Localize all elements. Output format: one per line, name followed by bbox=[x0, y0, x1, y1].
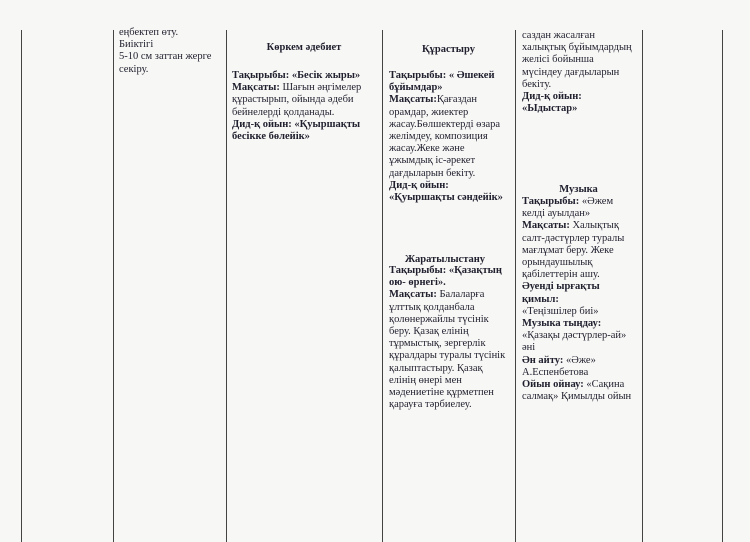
col4-line: мүсіндеу дағдыларын bbox=[522, 66, 620, 78]
col3-line: құралдары туралы түсінік bbox=[389, 350, 506, 362]
col3-line: ұлттық қолданбала bbox=[389, 301, 475, 313]
col3-block-nature bbox=[389, 265, 515, 411]
col4-line: Әуенді ырғақты bbox=[522, 281, 600, 293]
col2-line: Мақсаты: Шағын әңгімелер bbox=[232, 82, 362, 94]
col4-line: орындаушылық bbox=[522, 257, 593, 269]
col4-line: Ойын ойнау: «Сақина bbox=[522, 379, 625, 391]
col2-line: бесікке бөлейік» bbox=[232, 131, 310, 143]
col4-block-music bbox=[522, 196, 642, 403]
col1-line: Биіктігі bbox=[119, 39, 154, 51]
col1-line: секіру. bbox=[119, 63, 149, 75]
col3-line: қолөнержайлы түсінік bbox=[389, 313, 489, 325]
col3-line: мәдениетіне құрметпен bbox=[389, 387, 494, 399]
table-divider-2 bbox=[226, 30, 227, 542]
col4-line: салт-дәстүрлер туралы bbox=[522, 232, 625, 244]
col3-line: Дид-қ ойын: bbox=[389, 179, 449, 191]
col3-line: Тақырыбы: «Қазақтың bbox=[389, 265, 502, 276]
table-divider-5 bbox=[642, 30, 643, 542]
col1-line: 5-10 см заттан жерге bbox=[119, 51, 212, 63]
col3-line: ою- өрнегі». bbox=[389, 277, 446, 289]
col3-heading-nature: Жаратылыстану bbox=[404, 254, 486, 265]
col3-line: Мақсаты:Қағаздан bbox=[389, 94, 478, 106]
col4-line: саздан жасалған bbox=[522, 30, 595, 41]
col4-line: бекіту. bbox=[522, 78, 552, 90]
col4-line: Музыка тыңдау: bbox=[522, 318, 602, 330]
col4-line: қабілеттерін ашу. bbox=[522, 269, 600, 281]
col2-line: Тақырыбы: «Бесік жыры» bbox=[232, 70, 361, 81]
col3-line: елінің өнері мен bbox=[389, 374, 462, 386]
col3-line: жасау.Жеке және bbox=[389, 143, 465, 155]
col4-line: Мақсаты: Халықтық bbox=[522, 220, 619, 232]
col3-line: «Қуыршақты сәндейік» bbox=[389, 192, 503, 204]
col2-line: құрастырып, ойында әдеби bbox=[232, 94, 354, 106]
col4-line: әні bbox=[522, 342, 536, 354]
col4-heading-music: Музыка bbox=[559, 184, 598, 195]
col4-block-modeling bbox=[522, 30, 642, 115]
col2-line: бейнелерді қолданады. bbox=[232, 106, 335, 118]
col3-block-construction bbox=[389, 70, 515, 204]
col3-line: беру. Қазақ елінің bbox=[389, 326, 469, 338]
col3-line: қалыптастыру. Қазақ bbox=[389, 362, 483, 374]
col4-line: қимыл: bbox=[522, 293, 559, 305]
col2-line: Дид-қ ойын: «Қуыршақты bbox=[232, 118, 361, 130]
table-border-right bbox=[722, 30, 723, 542]
col3-line: Мақсаты: Балаларға bbox=[389, 289, 485, 301]
table-divider-1 bbox=[113, 30, 114, 542]
col4-line: салмақ» Қимылды ойын bbox=[522, 391, 632, 403]
col3-line: желімдеу, композиция bbox=[389, 131, 488, 143]
col3-line: қарауға тәрбиелеу. bbox=[389, 399, 472, 411]
table-divider-4 bbox=[515, 30, 516, 542]
col2-heading: Көркем әдебиет bbox=[266, 42, 342, 53]
col4-line: Тақырыбы: «Әжем bbox=[522, 196, 614, 207]
col3-line: Тақырыбы: « Әшекей bbox=[389, 70, 495, 81]
col4-line: келді ауылдан» bbox=[522, 208, 591, 220]
col2-cell bbox=[232, 70, 382, 143]
col1-line: еңбектеп өту. bbox=[119, 27, 179, 38]
col4-line: «Қазақы дәстүрлер-ай» bbox=[522, 330, 627, 342]
col4-line: Дид-қ ойын: bbox=[522, 91, 582, 103]
col4-line: желісі бойынша bbox=[522, 54, 594, 66]
col3-line: орамдар, жиектер bbox=[389, 106, 469, 118]
col4-line: Ән айту: «Әже» bbox=[522, 354, 596, 366]
col3-line: бұйымдар» bbox=[389, 82, 443, 94]
col4-line: А.Еспенбетова bbox=[522, 366, 589, 378]
table-divider-3 bbox=[382, 30, 383, 542]
col3-line: жасау.Бөлшектерді өзара bbox=[389, 118, 501, 130]
col4-line: мағлұмат беру. Жеке bbox=[522, 244, 614, 256]
col3-line: дағдыларын бекіту. bbox=[389, 167, 476, 179]
table-border-left bbox=[21, 30, 22, 542]
col4-line: «Ыдыстар» bbox=[522, 103, 578, 115]
col1-cell bbox=[119, 27, 224, 76]
col3-line: тұрмыстық, зергерлік bbox=[389, 338, 486, 350]
col4-line: халықтық бұйымдардың bbox=[522, 42, 632, 54]
col4-line: «Теңізшілер биі» bbox=[522, 305, 599, 317]
col3-heading-construction: Құрастыру bbox=[422, 44, 475, 55]
col3-line: ұжымдық іс-әрекет bbox=[389, 155, 476, 167]
